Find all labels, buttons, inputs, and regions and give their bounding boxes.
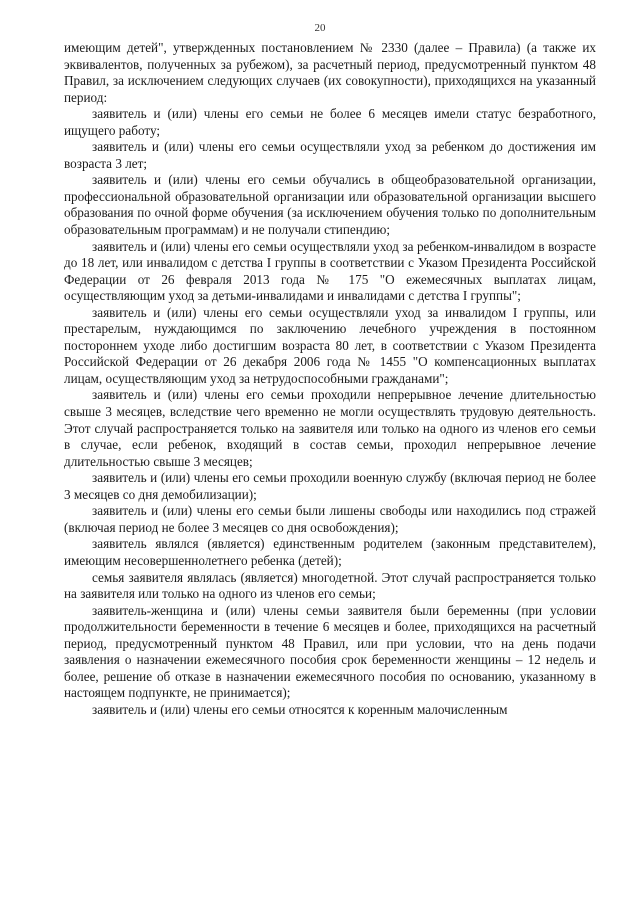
paragraph-4: заявитель и (или) члены его семьи обучались в общеобразовательной организации, профессиональной образовательной организации или образовательной организации высшего образования по очной форме обучения (за исключением обучения только по дополнительным образовательным программам) и не получали стипендию; (64, 172, 596, 238)
paragraph-9: заявитель и (или) члены его семьи были лишены свободы или находились под стражей (включая период не более 3 месяцев со дня освобождения); (64, 503, 596, 535)
paragraph-1: имеющим детей", утвержденных постановлением № 2330 (далее – Правила) (а также их эквивалентов, полученных за рубежом), за расчетный период, предусмотренный пунктом 48 Правил, за исключением следующих случаев (их совокупности), приходящихся на указанный период: (64, 40, 596, 105)
paragraph-6: заявитель и (или) члены его семьи осуществляли уход за инвалидом I группы, или престарелым, нуждающимся по заключению лечебного учреждения в постоянном постороннем уходе либо достигшим возраста 80 лет, в соответствии с Указом Президента Российской Федерации от 26 декабря 2006 года № 1455 "О компенсационных выплатах лицам, осуществляющим уход за нетрудоспособными гражданами"; (64, 304, 596, 386)
paragraph-10: заявитель являлся (является) единственным родителем (законным представителем), имеющим несовершеннолетнего ребенка (детей); (64, 536, 596, 568)
page-number: 20 (314, 22, 326, 34)
document-body (64, 40, 596, 718)
paragraph-13: заявитель и (или) члены его семьи относятся к коренным малочисленным (92, 701, 508, 717)
paragraph-5: заявитель и (или) члены его семьи осуществляли уход за ребенком-инвалидом в возрасте до 18 лет, или инвалидом с детства I группы в соответствии с Указом Президента Российской Федерации от 26 февраля 2013 года № 175 "О ежемесячных выплатах лицам, осуществляющим уход за детьми-инвалидами и инвалидами с детства I группы"; (64, 238, 596, 304)
paragraph-3: заявитель и (или) члены его семьи осуществляли уход за ребенком до достижения им возраста 3 лет; (64, 139, 596, 171)
paragraph-2: заявитель и (или) члены его семьи не более 6 месяцев имели статус безработного, ищущего работу; (64, 106, 596, 138)
paragraph-12: заявитель-женщина и (или) члены семьи заявителя были беременны (при условии продолжительности беременности в течение 6 месяцев и более, приходящихся на расчетный период, предусмотренный пунктом 48 Правил, или при условии, что на день подачи заявления о назначении ежемесячного пособия срок беременности женщины – 12 недель и более, решение об отказе в назначении ежемесячного пособия по основанию, указанному в настоящем подпункте, не принимается); (64, 602, 596, 701)
paragraph-7: заявитель и (или) члены его семьи проходили непрерывное лечение длительностью свыше 3 месяцев, вследствие чего временно не могли осуществлять трудовую деятельность. Этот случай распространяется только на заявителя или только на одного из членов его семьи в случае, если ребенок, входящий в состав семьи, проходил непрерывное лечение длительностью свыше 3 месяцев; (64, 387, 596, 469)
paragraph-8: заявитель и (или) члены его семьи проходили военную службу (включая период не более 3 месяцев со дня демобилизации); (64, 470, 596, 502)
paragraph-11: семья заявителя являлась (является) многодетной. Этот случай распространяется только на заявителя или только на одного из членов его семьи; (64, 569, 596, 602)
